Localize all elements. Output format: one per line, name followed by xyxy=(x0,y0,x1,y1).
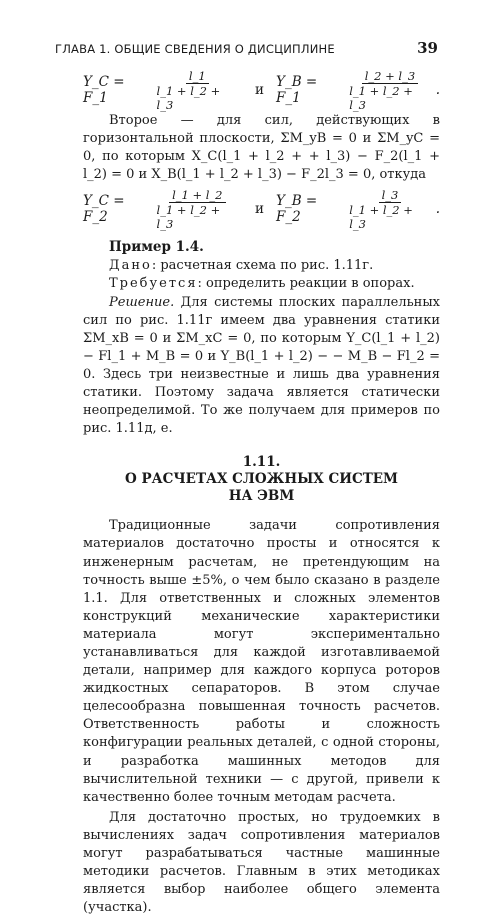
solution-text: Для системы плоских параллельных сил по рис. 1.11г имеем два уравнения статики ΣM_xB = 0 и ΣM_xC = 0, по которым Y_C(l_1 + l_2) − Fl_1 + M_B = 0 и Y_B(l_1 + l_2) − − M_B − Fl_2 = 0. Здесь три неизвестные и лишь два уравнения статики. Поэтому задача является статически неопределимой. То же получаем для примеров по рис. 1.11д, е. xyxy=(83,294,440,437)
fraction-denominator: l_1 + l_2 + l_3 xyxy=(156,83,221,112)
solution-label: Решение. xyxy=(109,294,175,310)
fraction-denominator: l_1 + l_2 + l_3 xyxy=(156,202,221,231)
fraction-numerator: l_1 xyxy=(186,69,209,84)
formula-lhs: Y_C = F_1 xyxy=(83,74,125,106)
fraction-denominator: l_1 + l_2 + l_3 xyxy=(349,83,413,112)
required-label: Требуется xyxy=(109,276,198,292)
formula-lhs: Y_C = F_2 xyxy=(83,193,125,226)
fraction xyxy=(154,188,242,231)
given-text: : расчетная схема по рис. 1.11г. xyxy=(151,258,374,274)
conjunction: и xyxy=(255,201,265,218)
paragraph-2: Для достаточно простых, но трудоемких в вычислениях задач сопротивления материалов могут разрабатываться частные машинные методики расчетов. Главным в этих методиках является выбор наиболее общего элемента (участка). xyxy=(83,809,440,916)
page-number: 39 xyxy=(417,39,438,57)
fraction-numerator: l_1 + l_2 xyxy=(169,188,225,203)
fraction xyxy=(346,69,434,112)
formula-rhs: Y_B = F_1 xyxy=(276,74,318,106)
section-title-line1: О РАСЧЕТАХ СЛОЖНЫХ СИСТЕМ xyxy=(124,471,398,488)
fraction-numerator: l_2 + l_3 xyxy=(362,69,418,84)
section-number: 1.11. xyxy=(242,454,281,471)
running-header: ГЛАВА 1. ОБЩИЕ СВЕДЕНИЯ О ДИСЦИПЛИНЕ xyxy=(55,42,335,56)
section-heading xyxy=(83,454,440,505)
formula-horizontal-reactions xyxy=(83,187,440,231)
formula-end: . xyxy=(435,201,440,218)
fraction xyxy=(346,188,434,231)
section-title-line2: НА ЭВМ xyxy=(228,488,295,505)
fraction-numerator: l_3 xyxy=(379,188,402,203)
example-title: Пример 1.4. xyxy=(109,239,204,256)
fraction xyxy=(154,69,242,112)
given-label: Дано xyxy=(109,258,152,274)
example-required xyxy=(83,275,440,293)
formula-rhs: Y_B = F_2 xyxy=(276,193,318,226)
conjunction: и xyxy=(255,82,265,98)
required-text: : определить реакции в опорах. xyxy=(197,276,415,292)
formula-vertical-reactions xyxy=(83,68,440,112)
paragraph-horizontal-plane: Второе — для сил, действующих в горизонтальной плоскости, ΣM_yB = 0 и ΣM_yC = 0, по которым X_C(l_1 + l_2 + + l_3) − F_2(l_1 + l_2) = 0 и X_B(l_1 + l_2 + l_3) − F_2l_3 = 0, откуда xyxy=(83,113,440,183)
paragraph-1: Традиционные задачи сопротивления материалов достаточно просты и относятся к инженерным расчетам, не претендующим на точность выше ±5%, о чем было сказано в разделе 1.1. Для ответственных и сложных элементов конструкций механические характеристики материала могут экспериментально устанавливаться для каждой изготавливаемой детали, например для каждого корпуса роторов жидкостных сепараторов. В этом случае целесообразна повышенная точность расчетов. Ответственность работы и сложность конфигурации реальных деталей, с одной стороны, и разработка машинных методов для вычислительной техники — с другой, привели к качественно более точным методам расчета. xyxy=(83,518,440,805)
page-body xyxy=(83,68,440,917)
formula-end: . xyxy=(435,82,440,98)
example-given xyxy=(83,257,440,275)
fraction-denominator: l_1 + l_2 + l_3 xyxy=(349,202,413,231)
example-solution xyxy=(83,294,440,439)
